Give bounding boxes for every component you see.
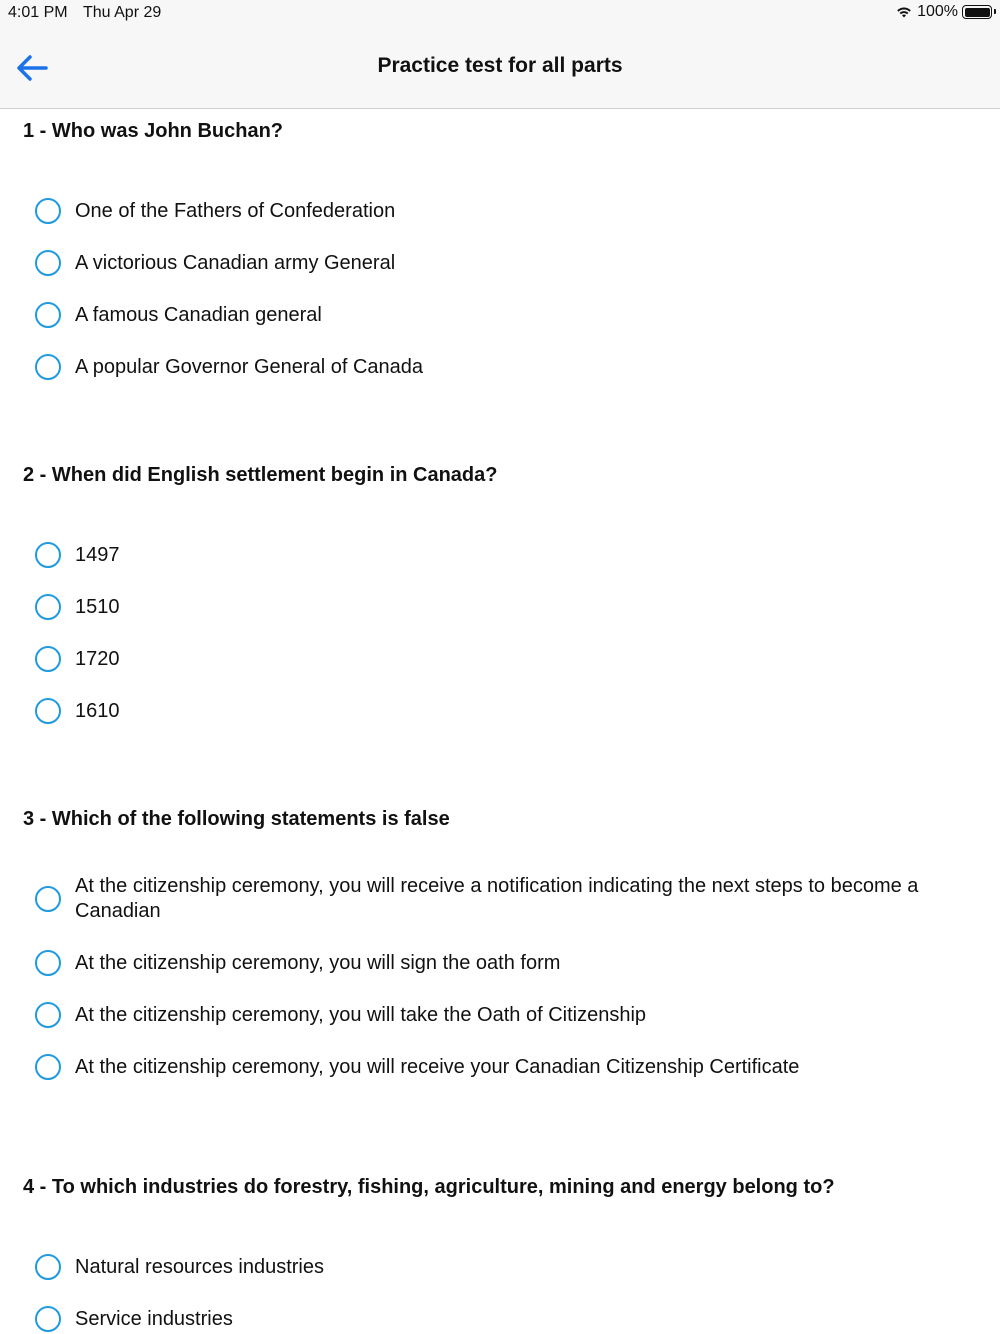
radio-button-icon[interactable]: [35, 950, 61, 976]
answer-label: 1497: [75, 543, 120, 566]
answer-options: [0, 185, 1000, 393]
answer-label: A famous Canadian general: [75, 303, 322, 326]
answer-label: At the citizenship ceremony, you will receive a notification indicating the next steps to become a Canadian: [75, 875, 919, 922]
radio-button-icon[interactable]: [35, 1306, 61, 1332]
answer-label: At the citizenship ceremony, you will take the Oath of Citizenship: [75, 1003, 647, 1026]
answer-label: A victorious Canadian army General: [75, 251, 396, 274]
question-title: 3 - Which of the following statements is false: [23, 808, 450, 830]
answer-label: At the citizenship ceremony, you will sign the oath form: [75, 951, 561, 974]
radio-button-icon[interactable]: [35, 698, 61, 724]
answer-options: [0, 861, 1000, 1093]
answer-label: Natural resources industries: [75, 1255, 324, 1278]
radio-button-icon[interactable]: [35, 198, 61, 224]
status-time: 4:01 PM: [8, 4, 68, 21]
question-title: 2 - When did English settlement begin in Canada?: [23, 464, 498, 486]
answer-option[interactable]: [0, 685, 1000, 737]
answer-label: One of the Fathers of Confederation: [75, 199, 396, 222]
answer-label: Service industries: [75, 1307, 233, 1330]
status-bar: [0, 0, 1000, 26]
answer-option[interactable]: [0, 861, 1000, 937]
answer-options: [0, 529, 1000, 737]
question-title: 4 - To which industries do forestry, fishing, agriculture, mining and energy belong to?: [23, 1176, 835, 1198]
radio-button-icon[interactable]: [35, 354, 61, 380]
status-date: Thu Apr 29: [83, 4, 162, 21]
battery-percent: 100%: [917, 3, 958, 20]
answer-label: At the citizenship ceremony, you will receive your Canadian Citizenship Certificate: [75, 1055, 800, 1078]
radio-button-icon[interactable]: [35, 886, 61, 912]
radio-button-icon[interactable]: [35, 1002, 61, 1028]
answer-option[interactable]: [0, 989, 1000, 1041]
answer-option[interactable]: [0, 185, 1000, 237]
radio-button-icon[interactable]: [35, 1254, 61, 1280]
question-title: 1 - Who was John Buchan?: [23, 120, 284, 142]
answer-option[interactable]: [0, 237, 1000, 289]
answer-option[interactable]: [0, 937, 1000, 989]
question-1: [0, 119, 1000, 393]
radio-button-icon[interactable]: [35, 646, 61, 672]
answer-label: 1510: [75, 595, 120, 618]
radio-button-icon[interactable]: [35, 542, 61, 568]
answer-label: A popular Governor General of Canada: [75, 355, 423, 378]
answer-option[interactable]: [0, 633, 1000, 685]
question-list[interactable]: [0, 109, 1000, 1334]
question-4: [0, 1175, 1000, 1334]
answer-option[interactable]: [0, 1041, 1000, 1093]
answer-option[interactable]: [0, 581, 1000, 633]
wifi-icon: [895, 5, 913, 19]
answer-option[interactable]: [0, 529, 1000, 581]
answer-option[interactable]: [0, 1293, 1000, 1334]
radio-button-icon[interactable]: [35, 594, 61, 620]
status-indicators: [895, 3, 992, 21]
answer-label: 1720: [75, 647, 120, 670]
answer-label: 1610: [75, 699, 120, 722]
answer-options: [0, 1241, 1000, 1334]
navigation-bar: [0, 26, 1000, 109]
question-3: [0, 807, 1000, 1093]
battery-icon: [962, 5, 992, 19]
question-2: [0, 463, 1000, 737]
radio-button-icon[interactable]: [35, 1054, 61, 1080]
radio-button-icon[interactable]: [35, 302, 61, 328]
radio-button-icon[interactable]: [35, 250, 61, 276]
page-title: Practice test for all parts: [377, 54, 623, 77]
answer-option[interactable]: [0, 1241, 1000, 1293]
answer-option[interactable]: [0, 341, 1000, 393]
answer-option[interactable]: [0, 289, 1000, 341]
